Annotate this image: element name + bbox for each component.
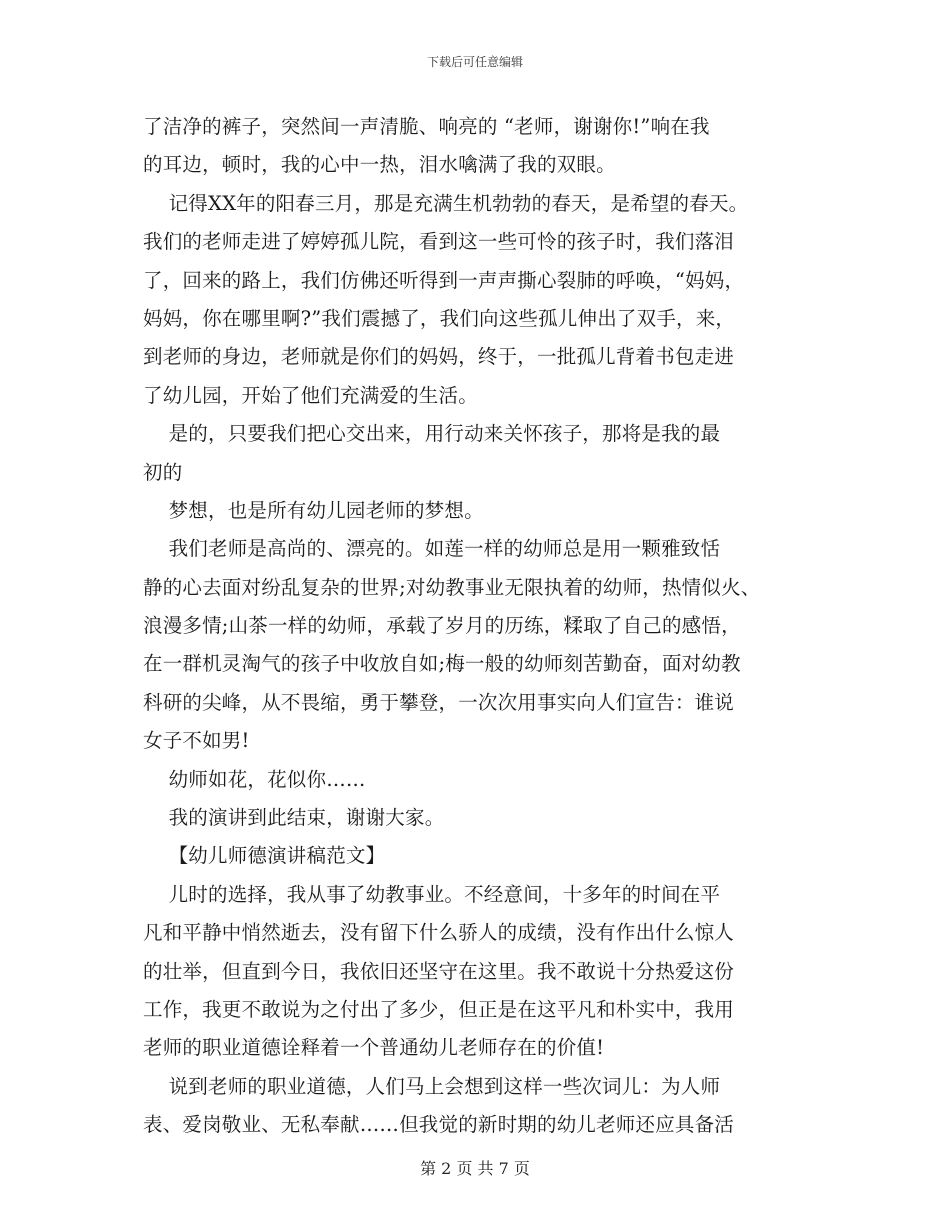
text-line: 我的演讲到此结束，谢谢大家。 (143, 806, 445, 830)
text-line: 我们老师是高尚的、漂亮的。如莲一样的幼师总是用一颗雅致恬 (143, 537, 721, 561)
text-line: 了幼儿园，开始了他们充满爱的生活。 (143, 383, 478, 407)
text-line: 了，回来的路上，我们仿佛还听得到一声声撕心裂肺的呼唤，“妈妈， (143, 268, 745, 292)
text-line: 幼师如花，花似你…… (143, 767, 366, 791)
text-line: 女子不如男! (143, 729, 250, 753)
text-line: 是的，只要我们把心交出来，用行动来关怀孩子，那将是我的最 (143, 422, 721, 446)
text-line: 儿时的选择，我从事了幼教事业。不经意间，十多年的时间在平 (143, 882, 721, 906)
document-body (143, 108, 833, 1145)
text-line: 初的 (143, 460, 183, 484)
text-line: 在一群机灵淘气的孩子中收放自如;梅一般的幼师刻苦勤奋，面对幼教 (143, 652, 741, 676)
text-line: 妈妈，你在哪里啊?”我们震撼了，我们向这些孤儿伸出了双手，来， (143, 306, 736, 330)
text-line: 到老师的身边，老师就是你们的妈妈，终于，一批孤儿背着书包走进 (143, 345, 735, 369)
page-header: 下载后可任意编辑 (426, 55, 523, 69)
text-line: 表、爱岗敬业、无私奉献……但我觉的新时期的幼儿老师还应具备活 (143, 1113, 735, 1137)
text-line: 我们的老师走进了婷婷孤儿院，看到这一些可怜的孩子时，我们落泪 (143, 230, 735, 254)
text-line: 的耳边，顿时，我的心中一热，泪水噙满了我的双眼。 (143, 153, 616, 177)
text-line: 浪漫多情;山茶一样的幼师，承载了岁月的历练，糅取了自己的感悟， (143, 614, 741, 638)
text-line: 凡和平静中悄然逝去，没有留下什么骄人的成绩，没有作出什么惊人 (143, 921, 735, 945)
text-line: 说到老师的职业道德，人们马上会想到这样一些次词儿：为人师 (143, 1074, 721, 1098)
text-line: 老师的职业道德诠释着一个普通幼儿老师存在的价值! (143, 1036, 605, 1060)
text-line: 工作，我更不敢说为之付出了多少，但正是在这平凡和朴实中，我用 (143, 997, 735, 1021)
page-number: 第 2 页 共 7 页 (420, 1159, 530, 1178)
text-line: 静的心去面对纷乱复杂的世界;对幼教事业无限执着的幼师，热情似火、 (143, 575, 761, 599)
text-line: 科研的尖峰，从不畏缩，勇于攀登，一次次用事实向人们宣告：谁说 (143, 690, 735, 714)
text-line: 的壮举，但直到今日，我依旧还坚守在这里。我不敢说十分热爱这份 (143, 959, 735, 983)
text-line: 梦想，也是所有幼儿园老师的梦想。 (143, 498, 484, 522)
section-heading: 【幼儿师德演讲稿范文】 (143, 844, 386, 868)
text-line: 了洁净的裤子，突然间一声清脆、响亮的 “老师，谢谢你!”响在我 (143, 115, 710, 138)
text-line: 记得XX年的阳春三月，那是充满生机勃勃的春天，是希望的春天。 (143, 191, 749, 215)
